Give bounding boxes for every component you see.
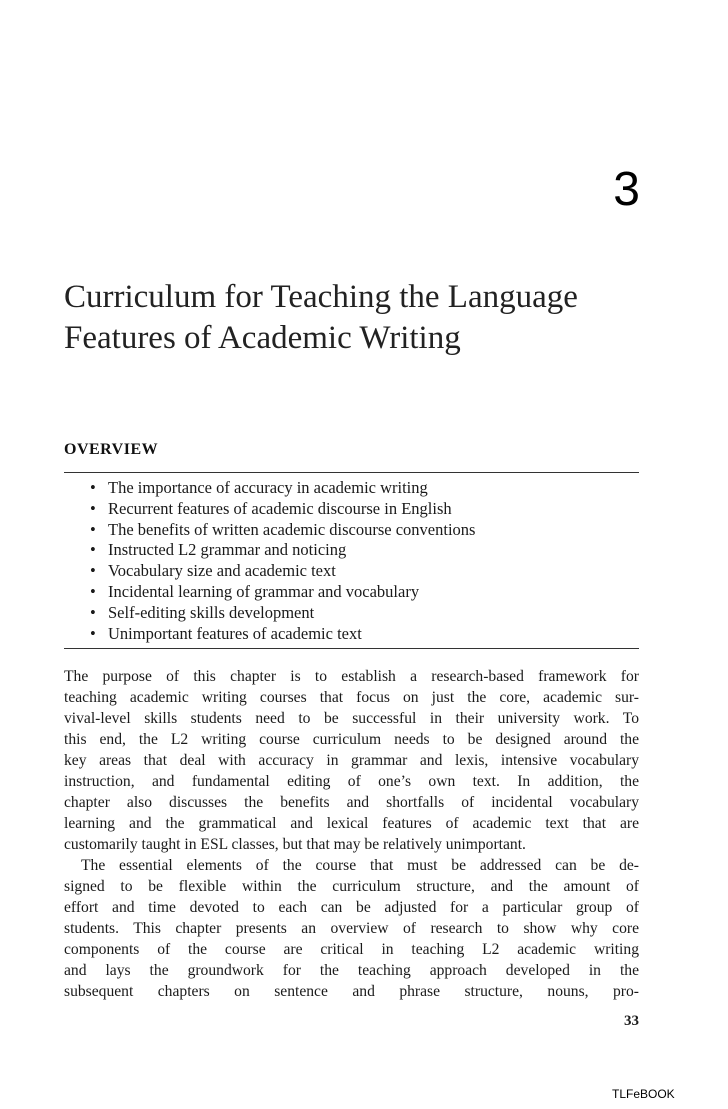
footer-watermark: TLFeBOOK	[612, 1087, 675, 1101]
body-line: this end, the L2 writing course curriculum needs to be designed around the	[64, 731, 639, 748]
chapter-title-line: Curriculum for Teaching the Language	[64, 279, 578, 315]
body-line: and lays the groundwork for the teaching approach developed in the	[64, 962, 639, 979]
overview-item	[90, 520, 475, 541]
overview-item-text: Self-editing skills development	[108, 602, 315, 622]
body-line: teaching academic writing courses that focus on just the core, academic sur-	[64, 689, 639, 706]
bullet-icon: •	[90, 498, 96, 518]
body-line: The purpose of this chapter is to establish a research-based framework for	[64, 668, 639, 685]
body-line: customarily taught in ESL classes, but that may be relatively unimportant.	[64, 836, 526, 853]
overview-item	[90, 624, 475, 645]
overview-item	[90, 582, 475, 603]
overview-item-text: The importance of accuracy in academic writing	[108, 478, 428, 497]
overview-item-text: Recurrent features of academic discourse in English	[108, 498, 452, 518]
overview-item	[90, 540, 475, 561]
bullet-icon: •	[90, 561, 96, 581]
overview-item-text: Incidental learning of grammar and vocabulary	[108, 581, 420, 601]
chapter-title	[64, 277, 664, 359]
bullet-icon: •	[90, 602, 96, 622]
body-line: components of the course are critical in teaching L2 academic writing	[64, 941, 639, 958]
overview-item-text: Instructed L2 grammar and noticing	[108, 540, 347, 560]
body-line: chapter also discusses the benefits and shortfalls of incidental vocabulary	[64, 794, 639, 811]
body-line: effort and time devoted to each can be adjusted for a particular group of	[64, 899, 639, 916]
chapter-title-line: Features of Academic Writing	[64, 320, 461, 356]
overview-list	[90, 478, 475, 644]
body-line: learning and the grammatical and lexical features of academic text that are	[64, 815, 639, 832]
overview-bottom-rule	[64, 648, 639, 649]
bullet-icon: •	[90, 519, 96, 539]
body-line: signed to be flexible within the curriculum structure, and the amount of	[64, 878, 639, 895]
overview-item-text: The benefits of written academic discourse conventions	[108, 519, 476, 539]
overview-item	[90, 478, 475, 499]
bullet-icon: •	[90, 581, 96, 601]
body-line: subsequent chapters on sentence and phrase structure, nouns, pro-	[64, 983, 639, 1000]
body-line: students. This chapter presents an overview of research to show why core	[64, 920, 639, 937]
overview-item-text: Vocabulary size and academic text	[108, 561, 336, 581]
body-line: vival-level skills students need to be successful in their university work. To	[64, 710, 639, 727]
body-line: key areas that deal with accuracy in grammar and lexis, intensive vocabulary	[64, 752, 639, 769]
body-line: The essential elements of the course that must be addressed can be de-	[81, 857, 639, 874]
overview-item	[90, 603, 475, 624]
page-number: 33	[624, 1013, 639, 1029]
overview-item	[90, 499, 475, 520]
bullet-icon: •	[90, 478, 96, 497]
overview-item	[90, 561, 475, 582]
chapter-number: 3	[613, 163, 640, 216]
overview-top-rule	[64, 472, 639, 473]
body-line: instruction, and fundamental editing of one’s own text. In addition, the	[64, 773, 639, 790]
body-text	[64, 666, 639, 1002]
bullet-icon: •	[90, 623, 96, 643]
overview-item-text: Unimportant features of academic text	[108, 623, 362, 643]
overview-heading: OVERVIEW	[64, 441, 159, 458]
bullet-icon: •	[90, 540, 96, 560]
